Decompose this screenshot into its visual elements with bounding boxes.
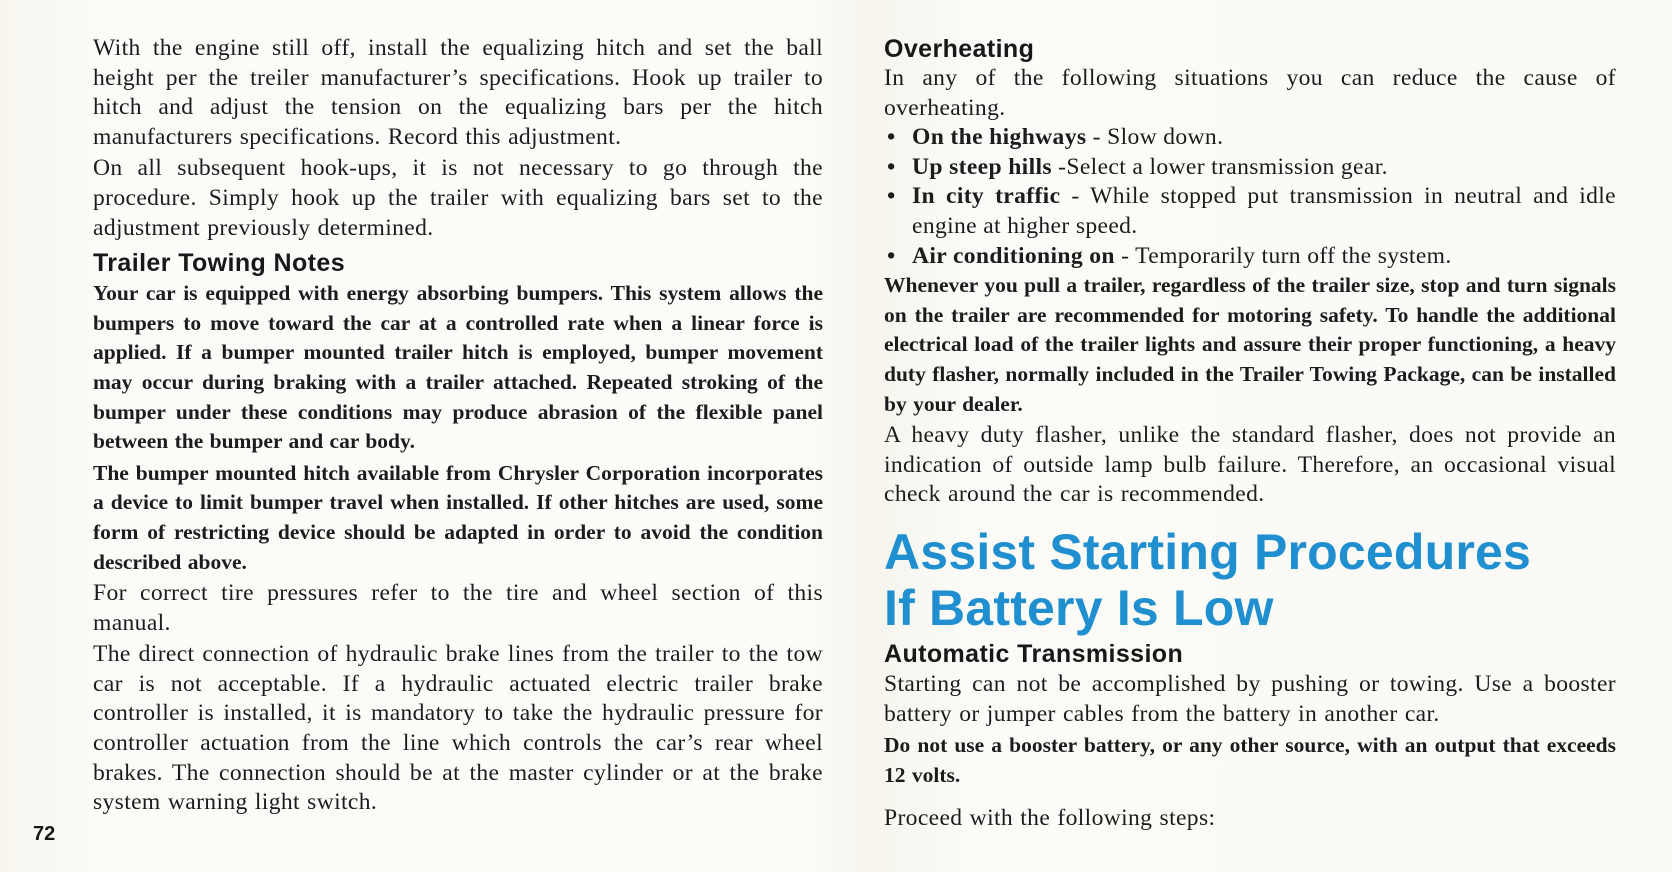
hitch-setup-paragraph: With the engine still off, install the equalizing hitch and set the ball height per the treiler manufacturer’s specifications. Hook up trailer to hitch and adjust the tension on the equalizing bars per the hitch manufacturers specifications. Record this adjustment.: [93, 35, 823, 150]
list-item: • On the highways - Slow down.: [884, 123, 1616, 153]
starting-paragraph: Starting can not be accomplished by pushing or towing. Use a booster battery or jumper cables from the battery in another car.: [884, 670, 1616, 727]
overheating-heading: Overheating: [884, 35, 1035, 63]
right-column: [884, 34, 1616, 834]
bullet-icon: •: [887, 183, 896, 210]
bullet-icon: •: [887, 153, 896, 180]
energy-absorbing-bumpers-paragraph: Your car is equipped with energy absorbing bumpers. This system allows the bumpers to move toward the car at a controlled rate when a linear force is applied. If a bumper mounted trailer hitch is employed, bumper movement may occur during braking with a trailer attached. Repeated stroking of the bumper under these conditions may produce abrasion of the flexible panel between the bumper and car body.: [93, 281, 823, 454]
bullet-icon: •: [887, 124, 896, 151]
trailer-signals-paragraph: Whenever you pull a trailer, regardless of the trailer size, stop and turn signals on the trailer are recommended for motoring safety. To handle the additional electrical load of the trailer lights and assure their proper functioning, a heavy duty flasher, normally included in the Trailer Towing Package, can be installed by your dealer.: [884, 273, 1616, 416]
list-item: • In city traffic - While stopped put transmission in neutral and idle engine at higher speed.: [887, 183, 1616, 239]
tire-pressures-paragraph: For correct tire pressures refer to the tire and wheel section of this manual.: [93, 580, 823, 636]
heavy-duty-flasher-paragraph: A heavy duty flasher, unlike the standard flasher, does not provide an indication of outside lamp bulb failure. Therefore, an occasional visual check around the car is recommended.: [884, 422, 1616, 508]
assist-starting-title: [884, 524, 1616, 636]
bullet-icon: •: [887, 242, 896, 269]
left-column: [93, 34, 823, 818]
automatic-transmission-heading: Automatic Transmission: [884, 639, 1184, 668]
overheating-list: [884, 123, 1616, 271]
booster-warning-paragraph: Do not use a booster battery, or any other source, with an output that exceeds 12 volts.: [884, 733, 1616, 787]
overheating-intro: In any of the following situations you can reduce the cause of overheating.: [884, 65, 1616, 121]
hydraulic-brake-paragraph: The direct connection of hydraulic brake lines from the trailer to the tow car is not acceptable. If a hydraulic actuated electric trailer brake controller is installed, it is mandatory to take the hydraulic pressure for controller actuation from the line which controls the car’s rear wheel brakes. The connection should be at the master cylinder or at the brake system warning light switch.: [93, 641, 823, 816]
bumper-mounted-hitch-paragraph: The bumper mounted hitch available from Chrysler Corporation incorporates a device to limit bumper travel when installed. If other hitches are used, some form of restricting device should be adapted in order to avoid the condition described above.: [93, 460, 823, 574]
subsequent-hookups-paragraph: On all subsequent hook-ups, it is not necessary to go through the procedure. Simply hook up the trailer with equalizing bars set to the adjustment previously determined.: [93, 155, 823, 241]
proceed-paragraph: Proceed with the following steps:: [884, 805, 1216, 832]
title-line-2: If Battery Is Low: [884, 579, 1274, 636]
page-number: 72: [33, 823, 56, 845]
list-item: • Air conditioning on - Temporarily turn off the system.: [884, 242, 1616, 272]
title-line-1: Assist Starting Procedures: [884, 523, 1532, 580]
trailer-towing-notes-heading: Trailer Towing Notes: [93, 249, 346, 278]
list-item: • Up steep hills -Select a lower transmission gear.: [884, 153, 1616, 183]
